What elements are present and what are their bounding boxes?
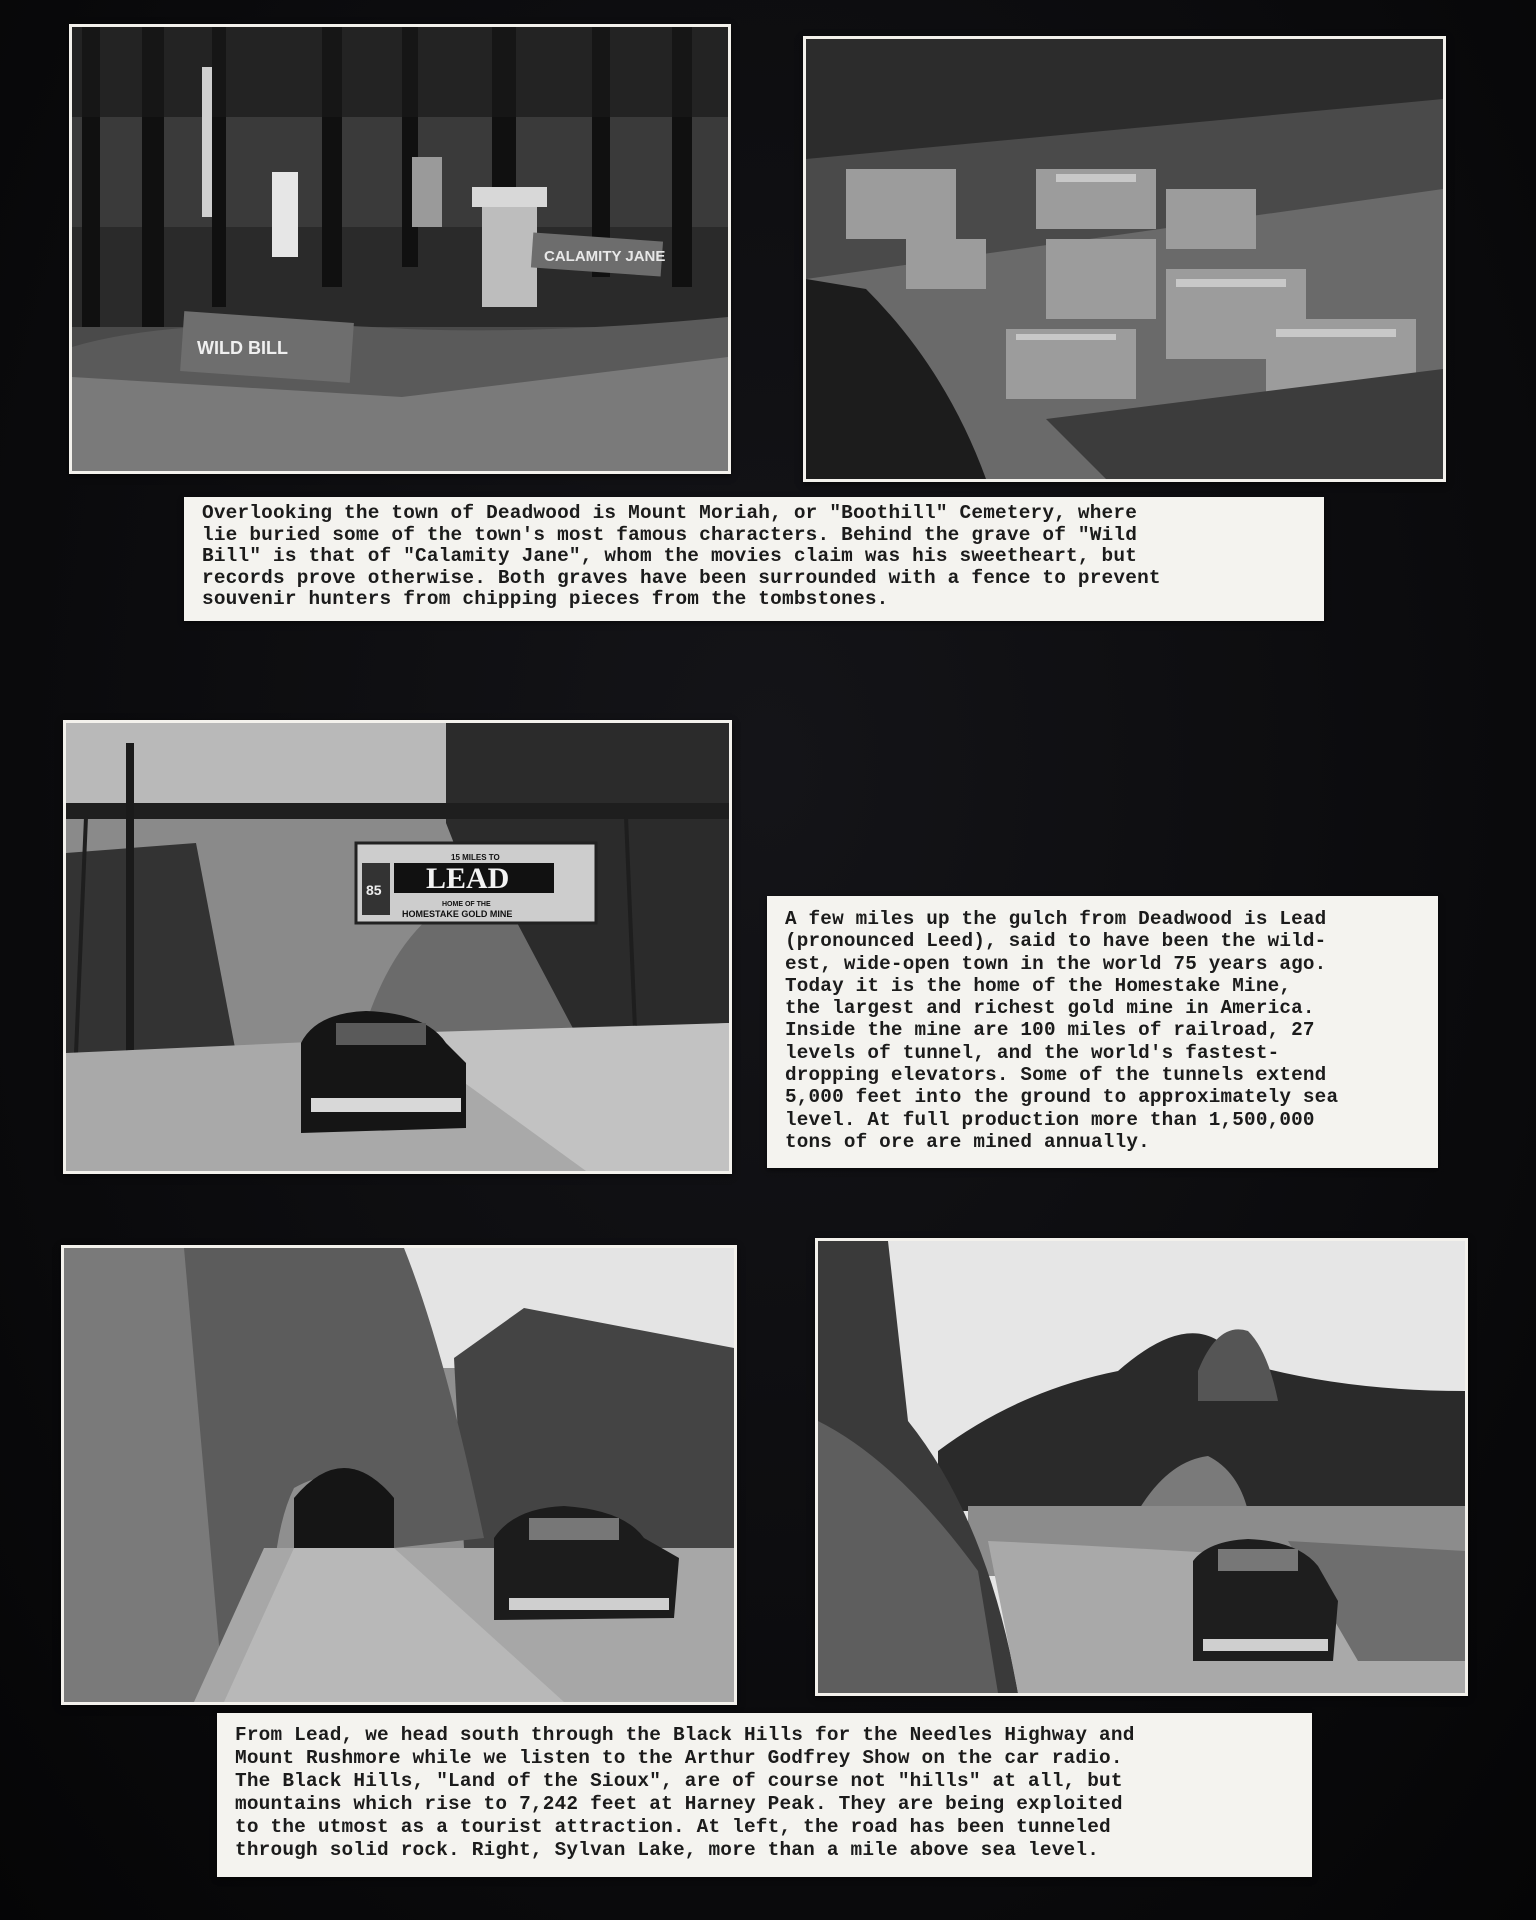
lead-sign-top-text: 15 MILES TO — [451, 853, 500, 862]
cemetery-image — [72, 27, 728, 471]
caption-black-hills: From Lead, we head south through the Black Hills for the Needles Highway and Mount Rushmore while we listen to the Arthur Godfrey Show on the car radio. The Black Hills, "Land of the Sioux", are of course not "hills" at all, but mountains which rise to 7,242 feet at Harney Peak. They are being exploited to the utmost as a tourist attraction. At left, the road has been tunneled through solid rock. Right, Sylvan Lake, more than a mile above sea level. — [217, 1713, 1312, 1877]
photo-lead-bridge — [63, 720, 732, 1174]
calamity-jane-sign-text: CALAMITY JANE — [544, 248, 666, 265]
sylvan-lake-image — [818, 1241, 1465, 1693]
lead-sign-sub-text-1: HOME OF THE — [442, 901, 491, 908]
photo-boothill-cemetery — [69, 24, 731, 474]
photo-deadwood-aerial — [803, 36, 1446, 482]
caption-deadwood: Overlooking the town of Deadwood is Mount Moriah, or "Boothill" Cemetery, where lie buried some of the town's most famous characters. Behind the grave of "Wild Bill" is that of "Calamity Jane", whom the movies claim was his sweetheart, but records prove otherwise. Both graves have been surrounded with a fence to prevent souvenir hunters from chipping pieces from the tombstones. — [184, 497, 1324, 621]
tunnel-road-image — [64, 1248, 734, 1702]
lead-sign-main-text: LEAD — [426, 862, 510, 895]
caption-lead: A few miles up the gulch from Deadwood is Lead (pronounced Leed), said to have been the wild- est, wide-open town in the world 75 years ago. Today it is the home of the Homestake Mine, the largest and richest gold mine in America. Inside the mine are 100 miles of railroad, 27 levels of tunnel, and the world's fastest- dropping elevators. Some of the tunnels extend 5,000 feet into the ground to approximately sea level. At full production more than 1,500,000 tons of ore are mined annually. — [767, 896, 1438, 1168]
lead-sign-sub-text-2: HOMESTAKE GOLD MINE — [402, 909, 513, 919]
photo-tunnel-road — [61, 1245, 737, 1705]
wild-bill-sign-text: WILD BILL — [197, 338, 288, 358]
deadwood-image — [806, 39, 1443, 479]
photo-sylvan-lake — [815, 1238, 1468, 1696]
lead-bridge-image — [66, 723, 729, 1171]
route-85-shield-text: 85 — [366, 882, 382, 898]
